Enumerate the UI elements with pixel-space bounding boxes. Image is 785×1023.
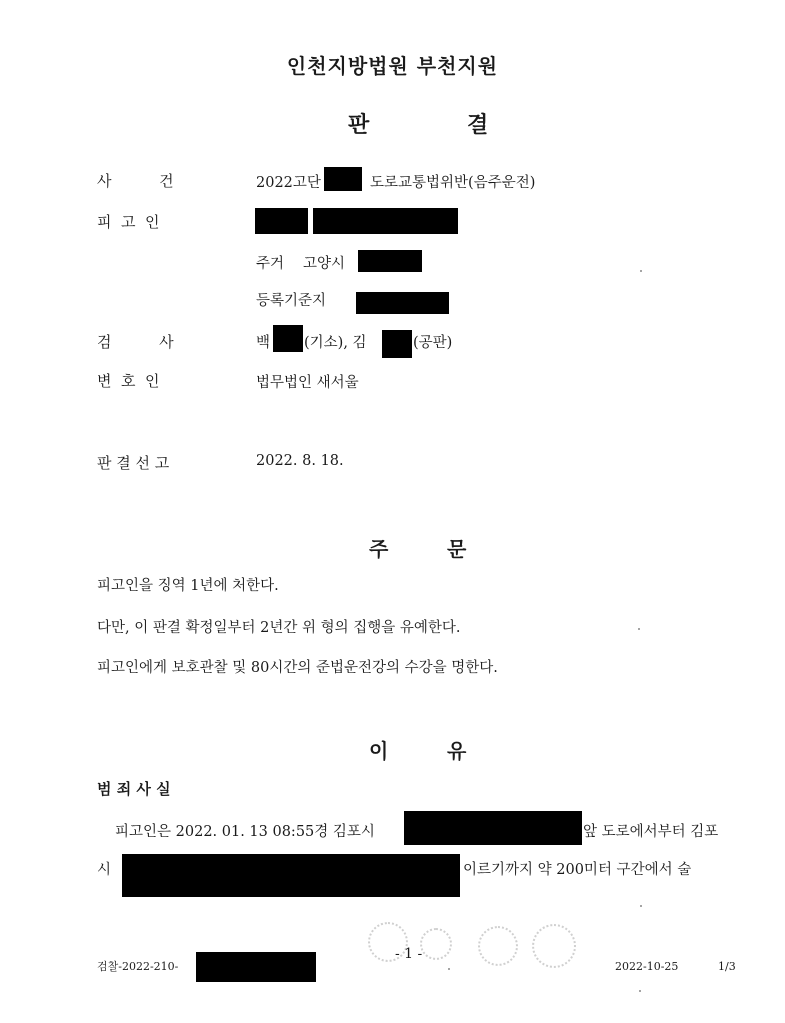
registry-label: 등록기준지 [256, 293, 327, 309]
doc-type-char-1: 판 [348, 113, 370, 138]
prosecutor-1-role: (기소), 김 [304, 335, 367, 351]
redaction-prosecutor-1 [273, 325, 303, 352]
address-label: 주거 [256, 256, 285, 272]
defendant-label: 피 고 인 [97, 213, 160, 231]
redaction-defendant-id [313, 208, 458, 234]
verdict-date-label: 판 결 선 고 [97, 454, 170, 472]
page-count: 1/3 [718, 960, 736, 973]
redaction-prosecutor-2 [382, 330, 412, 358]
redaction-address [358, 250, 422, 272]
print-date: 2022-10-25 [615, 960, 679, 973]
scan-speck [640, 905, 642, 907]
order-line-3: 피고인에게 보호관찰 및 80시간의 준법운전강의 수강을 명한다. [97, 660, 498, 676]
case-name: 도로교통법위반(음주운전) [370, 175, 536, 191]
scan-speck [448, 968, 450, 970]
counsel-value: 법무법인 새서울 [256, 375, 359, 391]
scan-speck [639, 990, 641, 992]
redaction-case-number [324, 167, 362, 191]
redaction-location-2 [122, 854, 460, 897]
scan-speck [638, 628, 640, 630]
prosecutor-1: 백 [256, 335, 271, 351]
order-title-char-1: 주 [369, 537, 389, 561]
crime-line-1-b: 앞 도로에서부터 김포 [583, 824, 719, 840]
redaction-registry [356, 292, 449, 314]
address-value: 고양시 [303, 256, 346, 272]
counsel-label: 변 호 인 [97, 372, 160, 390]
doc-number: 검찰-2022-210- [97, 960, 179, 973]
order-title-char-2: 문 [447, 537, 467, 561]
prosecutor-2-role: (공판) [413, 335, 453, 351]
page-number: - 1 - [395, 946, 423, 962]
seal-mark [420, 928, 452, 960]
case-label: 사 건 [97, 172, 174, 190]
redaction-location-1 [404, 811, 582, 845]
court-name: 인천지방법원 부천지원 [286, 54, 499, 78]
scan-speck [640, 270, 642, 272]
seal-mark [532, 924, 576, 968]
order-line-1: 피고인을 징역 1년에 처한다. [97, 578, 279, 594]
seal-mark [478, 926, 518, 966]
crime-line-2-a: 시 [97, 862, 112, 878]
redaction-defendant-name [255, 208, 308, 234]
redaction-doc-number [196, 952, 316, 982]
order-line-2: 다만, 이 판결 확정일부터 2년간 위 형의 집행을 유예한다. [97, 620, 461, 636]
crime-facts-heading: 범 죄 사 실 [97, 780, 171, 798]
prosecutor-label: 검 사 [97, 333, 174, 351]
reasons-title-char-2: 유 [447, 739, 467, 763]
crime-line-2-b: 이르기까지 약 200미터 구간에서 술 [463, 862, 692, 878]
case-number-prefix: 2022고단 [256, 175, 321, 191]
doc-type-char-2: 결 [467, 113, 489, 138]
verdict-date: 2022. 8. 18. [256, 453, 344, 469]
reasons-title-char-1: 이 [369, 739, 389, 763]
crime-line-1-a: 피고인은 2022. 01. 13 08:55경 김포시 [115, 824, 375, 840]
